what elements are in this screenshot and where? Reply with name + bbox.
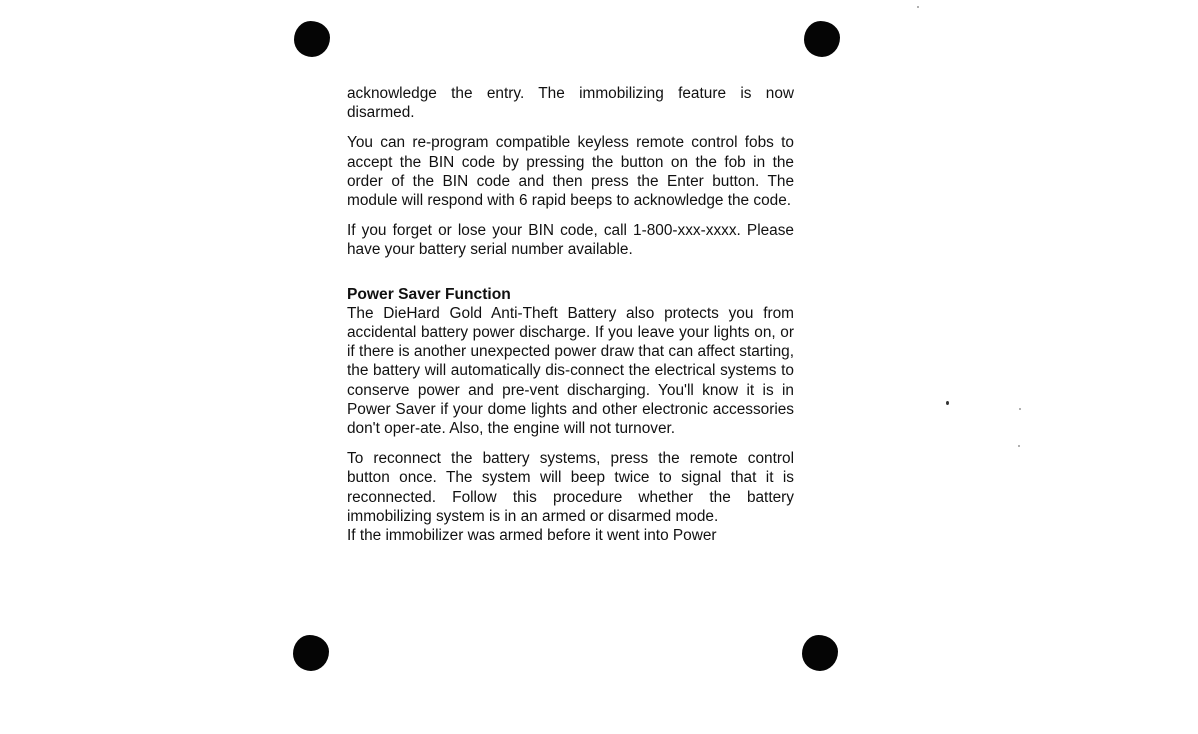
paragraph-fob-programming: You can re-program compatible keyless remote control fobs to accept the BIN code by pressing the button on the fob in the order of the BIN code and then press the Enter button. The module will respond with 6 rapid beeps to acknowledge the code. [347, 134, 794, 210]
punch-hole-top-left [294, 21, 330, 57]
scan-speck [946, 401, 949, 405]
paragraph-lost-code: If you forget or lose your BIN code, call 1-800-xxx-xxxx. Please have your battery serial number available. [347, 222, 794, 259]
scan-speck [1018, 445, 1020, 447]
paragraph-reconnect: To reconnect the battery systems, press the remote control button once. The system will beep twice to signal that it is reconnected. Follow this procedure whether the battery immobilizing system is in an armed or disarmed mode. [347, 450, 794, 525]
scan-speck [917, 6, 919, 8]
paragraph-immobilizer-armed: If the immobilizer was armed before it went into Power [347, 527, 717, 545]
scan-speck [1019, 408, 1021, 410]
body-text-column [347, 84, 794, 545]
paragraph-power-saver-description: The DieHard Gold Anti-Theft Battery also protects you from accidental battery power discharge. If you leave your lights on, or if there is another unexpected power draw that can affect starting, the battery will automatically dis-connect the electrical systems to conserve power and pre-vent discharging. You'll know it is in Power Saver if your dome lights and other electronic accessories don't oper-ate. Also, the engine will not turnover. [347, 304, 794, 438]
punch-hole-bottom-left [293, 635, 329, 671]
paragraph-continuation: acknowledge the entry. The immobilizing feature is now disarmed. [347, 85, 794, 122]
punch-hole-bottom-right [802, 635, 838, 671]
punch-hole-top-right [804, 21, 840, 57]
section-heading-power-saver: Power Saver Function [347, 285, 511, 303]
